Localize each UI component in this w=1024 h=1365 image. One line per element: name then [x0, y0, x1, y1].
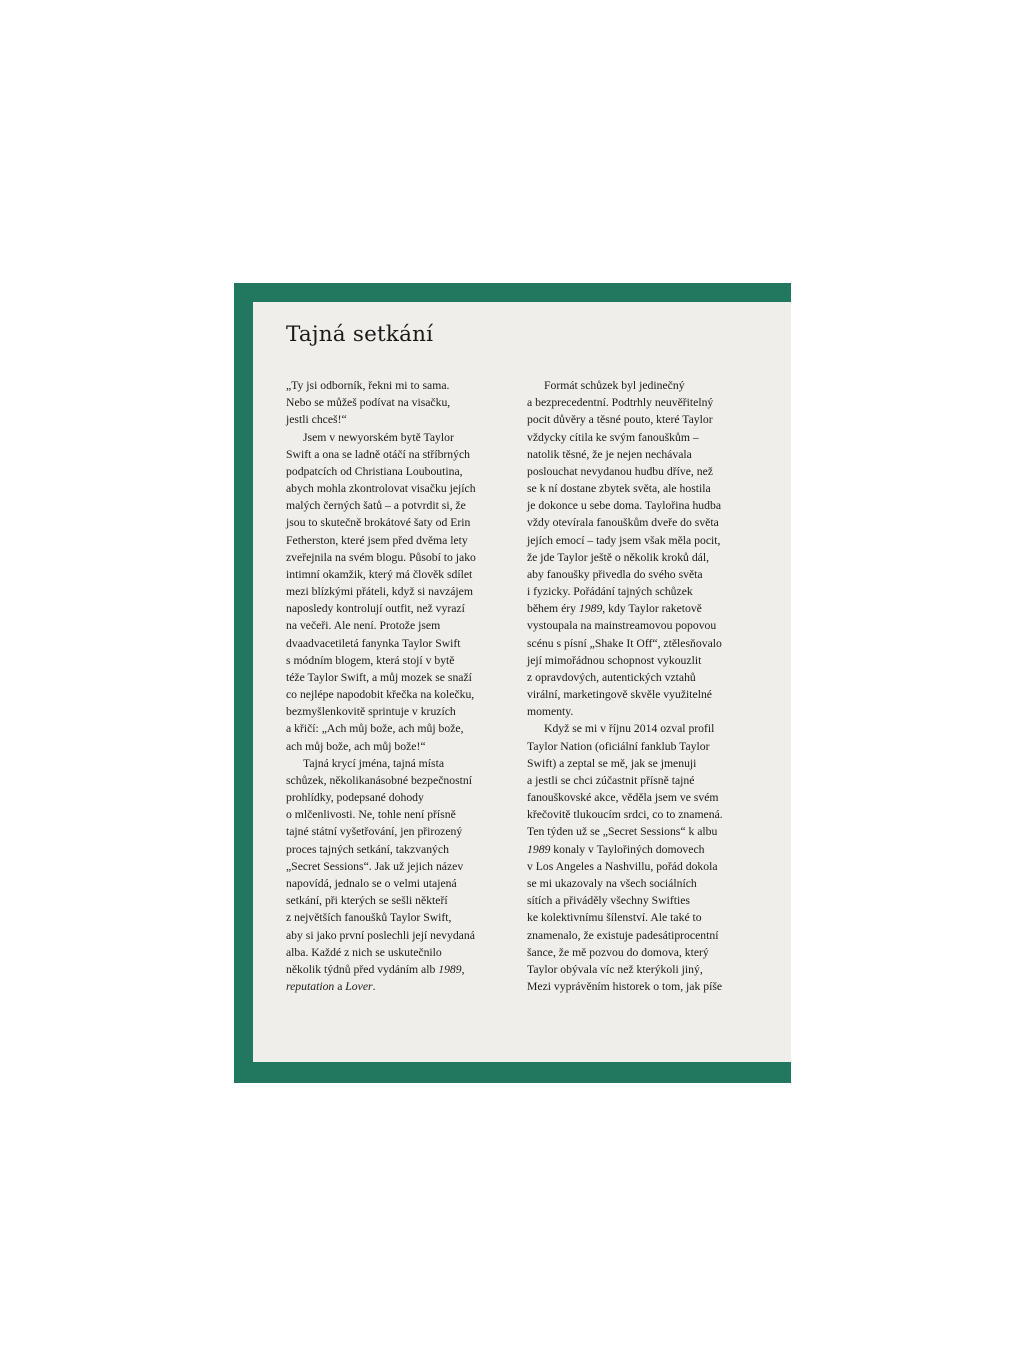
- text-segment: pocit důvěry a těsné pouto, které Taylor: [527, 413, 713, 427]
- text-line: [286, 978, 502, 995]
- text-line: [286, 652, 502, 669]
- text-line: [527, 411, 743, 428]
- text-line: [286, 600, 502, 617]
- text-segment: tajné státní vyšetřování, jen přirozený: [286, 825, 463, 839]
- text-line: [527, 566, 743, 583]
- text-line: [527, 703, 743, 720]
- text-segment: Fetherston, které jsem před dvěma lety: [286, 533, 468, 547]
- text-line: [527, 927, 743, 944]
- text-segment: že jde Taylor ještě o několik kroků dál,: [527, 550, 710, 564]
- text-line: [527, 583, 743, 600]
- text-line: [527, 652, 743, 669]
- text-line: [527, 514, 743, 531]
- text-segment: z největších fanoušků Taylor Swift,: [286, 911, 452, 925]
- text-segment: ,: [461, 962, 465, 976]
- text-segment: naposledy kontrolují outfit, než vyrazí: [286, 602, 465, 616]
- text-line: [527, 617, 743, 634]
- text-line: [527, 497, 743, 514]
- text-line: [527, 841, 743, 858]
- text-line: [286, 446, 502, 463]
- text-line: [286, 772, 502, 789]
- text-segment: Jsem v newyorském bytě Taylor: [303, 430, 454, 444]
- text-segment: sítích a přiváděly všechny Swifties: [527, 894, 690, 908]
- text-segment: z opravdových, autentických vztahů: [527, 670, 696, 684]
- text-segment: natolik těsné, že je nejen nechávala: [527, 447, 692, 461]
- text-segment: během éry: [527, 602, 579, 616]
- text-line: [527, 978, 743, 995]
- text-segment: Když se mi v říjnu 2014 ozval profil: [544, 722, 715, 736]
- text-line: [527, 738, 743, 755]
- text-line: [286, 394, 502, 411]
- text-line: [286, 738, 502, 755]
- text-column-right: [527, 377, 743, 995]
- text-line: [286, 480, 502, 497]
- text-segment: .: [372, 980, 376, 994]
- text-segment: několik týdnů před vydáním alb: [286, 962, 439, 976]
- text-line: [527, 549, 743, 566]
- text-line: [286, 514, 502, 531]
- text-line: [527, 858, 743, 875]
- text-segment: ke kolektivnímu šílenství. Ale také to: [527, 911, 702, 925]
- text-segment: prohlídky, podepsané dohody: [286, 791, 424, 805]
- text-line: [286, 549, 502, 566]
- text-segment: a bezprecedentní. Podtrhly neuvěřitelný: [527, 396, 714, 410]
- text-line: [286, 720, 502, 737]
- text-segment: zveřejnila na svém blogu. Působí to jako: [286, 550, 476, 564]
- text-line: [527, 480, 743, 497]
- text-line: [527, 377, 743, 394]
- text-line: [286, 823, 502, 840]
- text-segment: schůzek, několikanásobné bezpečnostní: [286, 773, 472, 787]
- text-line: [286, 411, 502, 428]
- text-segment: fanouškovské akce, věděla jsem ve svém: [527, 791, 719, 805]
- text-segment: Taylor Nation (oficiální fanklub Taylor: [527, 739, 710, 753]
- text-line: [286, 686, 502, 703]
- text-segment: jestli chceš!“: [286, 413, 347, 427]
- text-line: [286, 617, 502, 634]
- text-segment: křečovitě tlukoucím srdci, co to znamená.: [527, 808, 723, 822]
- text-segment: setkání, při kterých se sešli někteří: [286, 894, 448, 908]
- text-segment: její mimořádnou schopnost vykouzlit: [527, 653, 702, 667]
- text-segment: Swift a ona se ladně otáčí na stříbrných: [286, 447, 471, 461]
- page-title: Tajná setkání: [286, 322, 434, 347]
- text-line: [527, 789, 743, 806]
- text-line: [527, 720, 743, 737]
- text-segment: znamenalo, že existuje padesátiprocentní: [527, 928, 719, 942]
- text-line: [286, 841, 502, 858]
- text-segment: alba. Každé z nich se uskutečnilo: [286, 945, 442, 959]
- text-line: [286, 497, 502, 514]
- text-line: [527, 772, 743, 789]
- text-line: [286, 858, 502, 875]
- italic-title: reputation: [286, 980, 335, 994]
- italic-title: Lover: [345, 980, 373, 994]
- text-segment: je dokonce u sebe doma. Taylořina hudba: [527, 499, 722, 513]
- text-line: [527, 909, 743, 926]
- text-segment: se k ní dostane zbytek světa, ale hostila: [527, 482, 711, 496]
- text-line: [527, 669, 743, 686]
- italic-title: 1989: [578, 602, 603, 616]
- text-line: [286, 755, 502, 772]
- text-segment: „Secret Sessions“. Jak už jejich název: [286, 859, 464, 873]
- text-segment: Ten týden už se „Secret Sessions“ k albu: [527, 825, 718, 839]
- text-segment: a: [334, 980, 346, 994]
- text-line: [286, 463, 502, 480]
- text-line: [286, 635, 502, 652]
- text-segment: ach můj bože, ach můj bože!“: [286, 739, 426, 753]
- text-segment: i fyzicky. Pořádání tajných schůzek: [527, 585, 693, 599]
- text-segment: vždy otevírala fanouškům dveře do světa: [527, 516, 719, 530]
- text-segment: dvaadvacetiletá fanynka Taylor Swift: [286, 636, 461, 650]
- text-line: [286, 789, 502, 806]
- text-line: [286, 532, 502, 549]
- text-segment: Mezi vyprávěním historek o tom, jak píše: [527, 980, 723, 994]
- text-line: [286, 583, 502, 600]
- italic-title: 1989: [527, 842, 551, 856]
- text-segment: vystoupala na mainstreamovou popovou: [527, 619, 717, 633]
- text-segment: téže Taylor Swift, a můj mozek se snaží: [286, 670, 472, 684]
- text-line: [286, 892, 502, 909]
- text-line: [527, 961, 743, 978]
- text-column-left: [286, 377, 502, 995]
- text-line: [286, 377, 502, 394]
- text-line: [527, 429, 743, 446]
- text-segment: Tajná krycí jména, tajná místa: [303, 756, 445, 770]
- text-segment: intimní okamžik, který má člověk sdílet: [286, 567, 473, 581]
- text-line: [286, 566, 502, 583]
- text-line: [286, 944, 502, 961]
- text-segment: na večeři. Ale není. Protože jsem: [286, 619, 441, 633]
- text-line: [527, 944, 743, 961]
- text-line: [286, 927, 502, 944]
- text-segment: vždycky cítila ke svým fanouškům –: [527, 430, 699, 444]
- text-line: [527, 446, 743, 463]
- text-segment: bezmyšlenkovitě sprintuje v kruzích: [286, 705, 456, 719]
- text-line: [527, 892, 743, 909]
- text-line: [527, 806, 743, 823]
- text-segment: jejích emocí – tady jsem však měla pocit,: [527, 533, 721, 547]
- text-line: [527, 532, 743, 549]
- text-segment: a jestli se chci zúčastnit přísně tajné: [527, 773, 695, 787]
- text-line: [527, 686, 743, 703]
- text-segment: co nejlépe napodobit křečka na kolečku,: [286, 688, 475, 702]
- text-segment: šance, že mě pozvou do domova, který: [527, 945, 709, 959]
- text-segment: „Ty jsi odborník, řekni mi to sama.: [286, 379, 450, 392]
- text-line: [286, 909, 502, 926]
- text-line: [527, 875, 743, 892]
- text-segment: o mlčenlivosti. Ne, tohle není přísně: [286, 808, 456, 822]
- text-line: [286, 703, 502, 720]
- text-segment: se mi ukazovaly na všech sociálních: [527, 876, 697, 890]
- text-segment: poslouchat nevydanou hudbu dříve, než: [527, 464, 713, 478]
- text-line: [527, 463, 743, 480]
- text-segment: scénu s písní „Shake It Off“, ztělesňovalo: [527, 636, 722, 650]
- text-segment: aby si jako první poslechli její nevydaná: [286, 928, 475, 942]
- text-segment: proces tajných setkání, takzvaných: [286, 842, 449, 856]
- text-segment: s módním blogem, která stojí v bytě: [286, 653, 455, 667]
- text-line: [527, 755, 743, 772]
- text-line: [527, 635, 743, 652]
- text-line: [286, 875, 502, 892]
- text-line: [286, 806, 502, 823]
- text-segment: podpatcích od Christiana Louboutina,: [286, 464, 463, 478]
- text-segment: a křičí: „Ach můj bože, ach můj bože,: [286, 722, 464, 736]
- text-segment: napovídá, jednalo se o velmi utajená: [286, 876, 457, 890]
- text-segment: mezi blízkými přáteli, když si navzájem: [286, 585, 473, 599]
- text-segment: malých černých šatů – a potvrdit si, že: [286, 499, 466, 513]
- text-segment: Taylor obývala víc než kterýkoli jiný,: [527, 962, 703, 976]
- italic-title: 1989: [438, 962, 462, 976]
- text-segment: momenty.: [527, 705, 574, 719]
- text-segment: abych mohla zkontrolovat visačku jejích: [286, 482, 476, 496]
- text-line: [286, 669, 502, 686]
- text-segment: Nebo se můžeš podívat na visačku,: [286, 396, 451, 410]
- text-segment: jsou to skutečně brokátové šaty od Erin: [286, 516, 471, 530]
- text-segment: aby fanoušky přivedla do svého světa: [527, 567, 703, 581]
- text-line: [527, 394, 743, 411]
- text-segment: v Los Angeles a Nashvillu, pořád dokola: [527, 859, 718, 873]
- text-segment: Swift) a zeptal se mě, jak se jmenuji: [527, 756, 697, 770]
- text-line: [527, 823, 743, 840]
- text-segment: Formát schůzek byl jedinečný: [544, 379, 685, 392]
- text-line: [286, 961, 502, 978]
- text-line: [286, 429, 502, 446]
- text-segment: konaly v Taylořiných domovech: [550, 842, 705, 856]
- text-segment: , kdy Taylor raketově: [602, 602, 702, 616]
- text-segment: virální, marketingově skvěle využitelné: [527, 688, 712, 702]
- text-line: [527, 600, 743, 617]
